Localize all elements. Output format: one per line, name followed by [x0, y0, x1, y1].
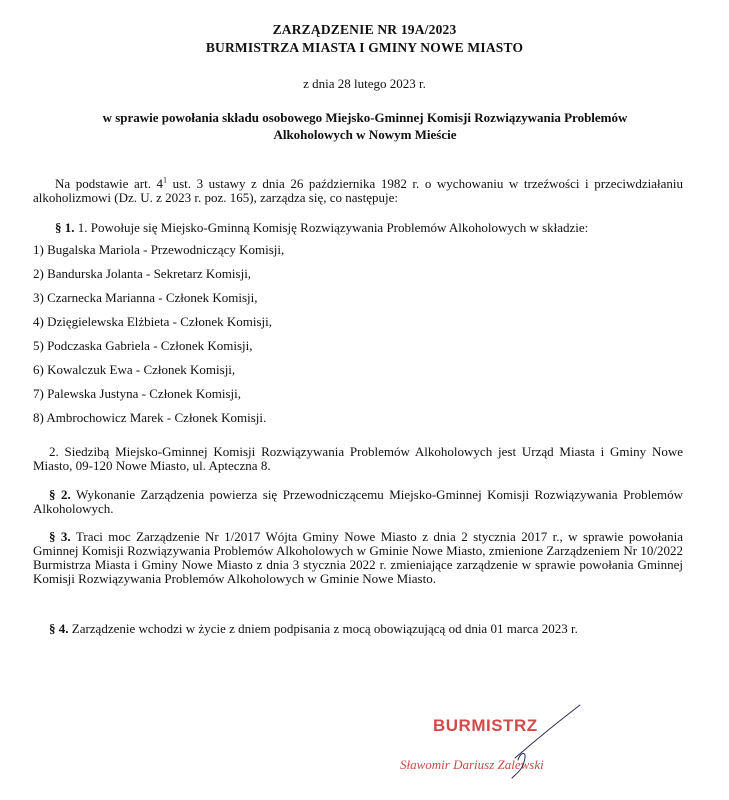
list-item: 7) Palewska Justyna - Członek Komisji, [33, 386, 241, 401]
stamp-title: BURMISTRZ [433, 716, 538, 735]
preamble-text: Na podstawie art. 4 [55, 176, 164, 191]
subject-line-1: w sprawie powołania składu osobowego Miejsko-Gminnej Komisji Rozwiązywania Problemów [102, 110, 628, 125]
section-4-mark: § 4. [49, 621, 69, 636]
list-item: 3) Czarnecka Marianna - Członek Komisji, [33, 290, 258, 305]
section-4 [49, 622, 689, 636]
section-2-text: Wykonanie Zarządzenia powierza się Przewodniczącemu Miejsko-Gminnej Komisji Rozwiązywania Problemów Alkoholowych. [33, 487, 684, 516]
preamble [33, 177, 683, 205]
section-2 [33, 488, 683, 516]
section-3 [33, 530, 683, 586]
list-item: 6) Kowalczuk Ewa - Członek Komisji, [33, 362, 236, 377]
document-date: z dnia 28 lutego 2023 r. [303, 76, 426, 91]
section-1-point-2: 2. Siedzibą Miejsko-Gminnej Komisji Rozwiązywania Problemów Alkoholowych jest Urząd Miasta i Gminy Nowe Miasto, 09-120 Nowe Miasto, ul. Apteczna 8. [33, 444, 683, 473]
section-1-text: 1. Powołuje się Miejsko-Gminną Komisję Rozwiązywania Problemów Alkoholowych w składzie: [74, 220, 589, 235]
subject-line-2: Alkoholowych w Nowym Mieście [273, 127, 457, 142]
handwritten-signature [420, 700, 620, 790]
document-issuer: BURMISTRZA MIASTA I GMINY NOWE MIASTO [205, 40, 524, 55]
list-item: 2) Bandurska Jolanta - Sekretarz Komisji, [33, 266, 252, 281]
list-item: 5) Podczaska Gabriela - Członek Komisji, [33, 338, 253, 353]
preamble-superscript: 1 [163, 175, 168, 185]
list-item: 1) Bugalska Mariola - Przewodniczący Komisji, [33, 242, 285, 257]
stamp-name: Sławomir Dariusz Zalewski [400, 757, 544, 772]
list-item: 4) Dzięgielewska Elżbieta - Członek Komisji, [33, 314, 272, 329]
list-item: 8) Ambrochowicz Marek - Członek Komisji. [33, 410, 267, 425]
preamble-text-cont: ust. 3 ustawy z dnia 26 października 1982 r. o wychowaniu w trzeźwości i przeciwdziałaniu alkoholizmowi (Dz. U. z 2023 r. poz. 165), zarządza się, co następuje: [33, 176, 683, 205]
section-3-text: Traci moc Zarządzenie Nr 1/2017 Wójta Gminy Nowe Miasto z dnia 2 stycznia 2017 r., w sprawie powołania Gminnej Komisji Rozwiązywania Problemów Alkoholowych w Gminie Nowe Miasto, zmienione Zarządzeniem Nr 10/2022 Burmistrza Miasta i Gminy Nowe Miasto z dnia 3 stycznia 2022 r. zmieniające zarządzenie w sprawie powołania Gminnej Komisji Rozwiązywania Problemów Alkoholowych w Gminie Nowe Miasto. [33, 529, 683, 586]
section-2-mark: § 2. [49, 487, 71, 502]
section-3-mark: § 3. [49, 529, 71, 544]
section-4-text: Zarządzenie wchodzi w życie z dniem podpisania z mocą obowiązującą od dnia 01 marca 2023 r. [68, 621, 578, 636]
section-1-intro [55, 221, 695, 235]
section-1-mark: § 1. [55, 220, 75, 235]
document-subject [70, 109, 660, 143]
document-title: ZARZĄDZENIE NR 19A/2023 [272, 22, 457, 37]
members-list [33, 243, 284, 435]
